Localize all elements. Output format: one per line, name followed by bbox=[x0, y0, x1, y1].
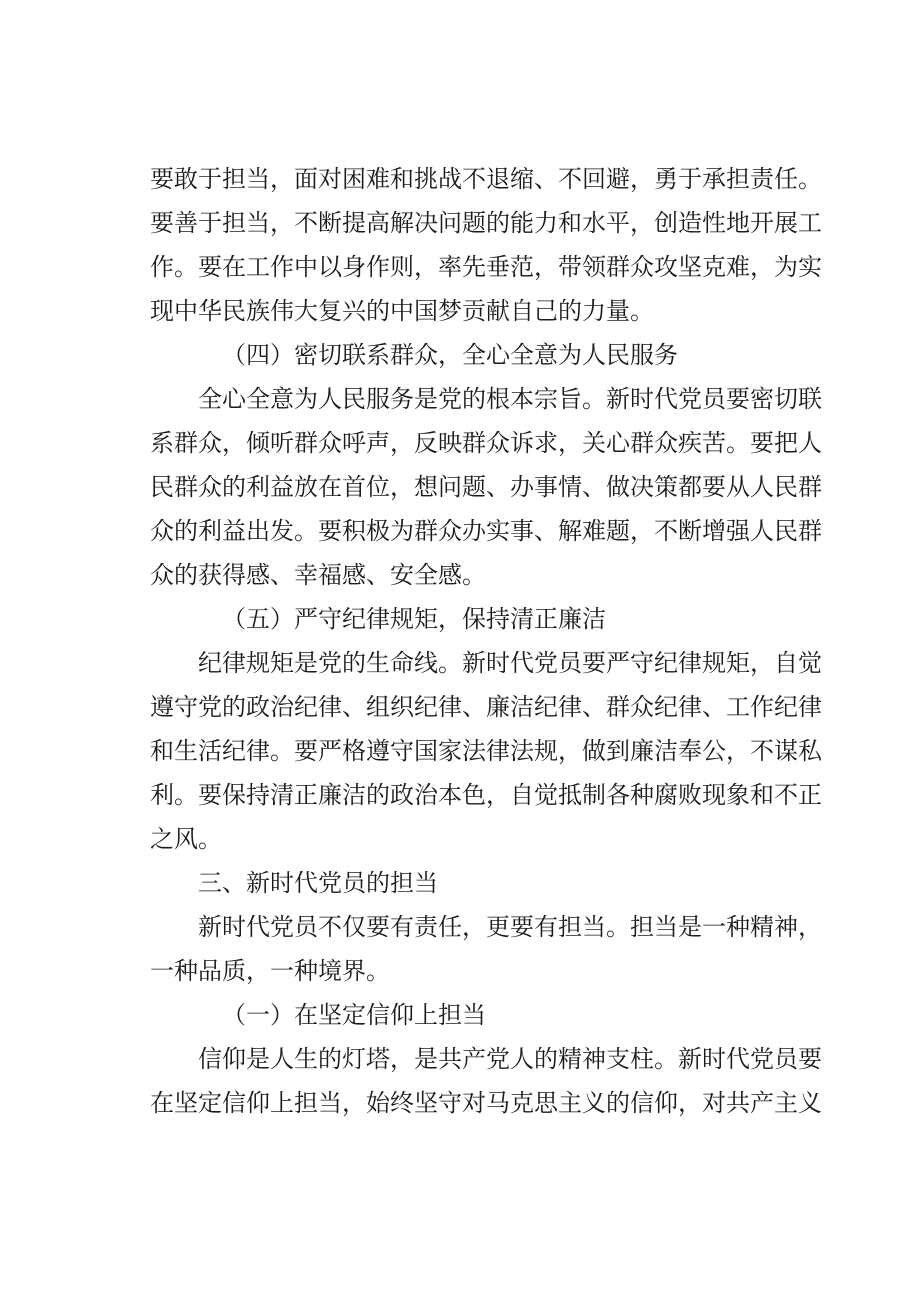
paragraph-line: 一种品质，一种境界。 bbox=[150, 957, 390, 985]
paragraph-line: 新时代党员不仅要有责任，更要有担当。担当是一种精神， bbox=[198, 913, 822, 941]
paragraph-line: 在坚定信仰上担当，始终坚守对马克思主义的信仰，对共产主义 bbox=[150, 1089, 822, 1117]
paragraph-line: 之风。 bbox=[150, 825, 222, 853]
paragraph-line: 众的利益出发。要积极为群众办实事、解难题，不断增强人民群 bbox=[150, 517, 822, 545]
paragraph-line: 遵守党的政治纪律、组织纪律、廉洁纪律、群众纪律、工作纪律 bbox=[150, 693, 822, 721]
paragraph-line: 信仰是人生的灯塔，是共产党人的精神支柱。新时代党员要 bbox=[198, 1045, 822, 1073]
paragraph-line: 要善于担当，不断提高解决问题的能力和水平，创造性地开展工 bbox=[150, 209, 822, 237]
sub-heading-5: （五）严守纪律规矩，保持清正廉洁 bbox=[222, 605, 606, 633]
sub-heading-1: （一）在坚定信仰上担当 bbox=[222, 1001, 486, 1029]
paragraph-line: 系群众，倾听群众呼声，反映群众诉求，关心群众疾苦。要把人 bbox=[150, 429, 822, 457]
paragraph-line: 作。要在工作中以身作则，率先垂范，带领群众攻坚克难，为实 bbox=[150, 253, 822, 281]
section-heading-3: 三、新时代党员的担当 bbox=[198, 869, 438, 897]
paragraph-line: 民群众的利益放在首位，想问题、办事情、做决策都要从人民群 bbox=[150, 473, 822, 501]
paragraph-line: 众的获得感、幸福感、安全感。 bbox=[150, 561, 486, 589]
paragraph-line: 现中华民族伟大复兴的中国梦贡献自己的力量。 bbox=[150, 297, 654, 325]
sub-heading-4: （四）密切联系群众，全心全意为人民服务 bbox=[222, 341, 678, 369]
paragraph-line: 和生活纪律。要严格遵守国家法律法规，做到廉洁奉公，不谋私 bbox=[150, 737, 822, 765]
paragraph-line: 利。要保持清正廉洁的政治本色，自觉抵制各种腐败现象和不正 bbox=[150, 781, 822, 809]
paragraph-line: 要敢于担当，面对困难和挑战不退缩、不回避，勇于承担责任。 bbox=[150, 165, 822, 193]
paragraph-line: 纪律规矩是党的生命线。新时代党员要严守纪律规矩，自觉 bbox=[198, 649, 822, 677]
paragraph-line: 全心全意为人民服务是党的根本宗旨。新时代党员要密切联 bbox=[198, 385, 822, 413]
